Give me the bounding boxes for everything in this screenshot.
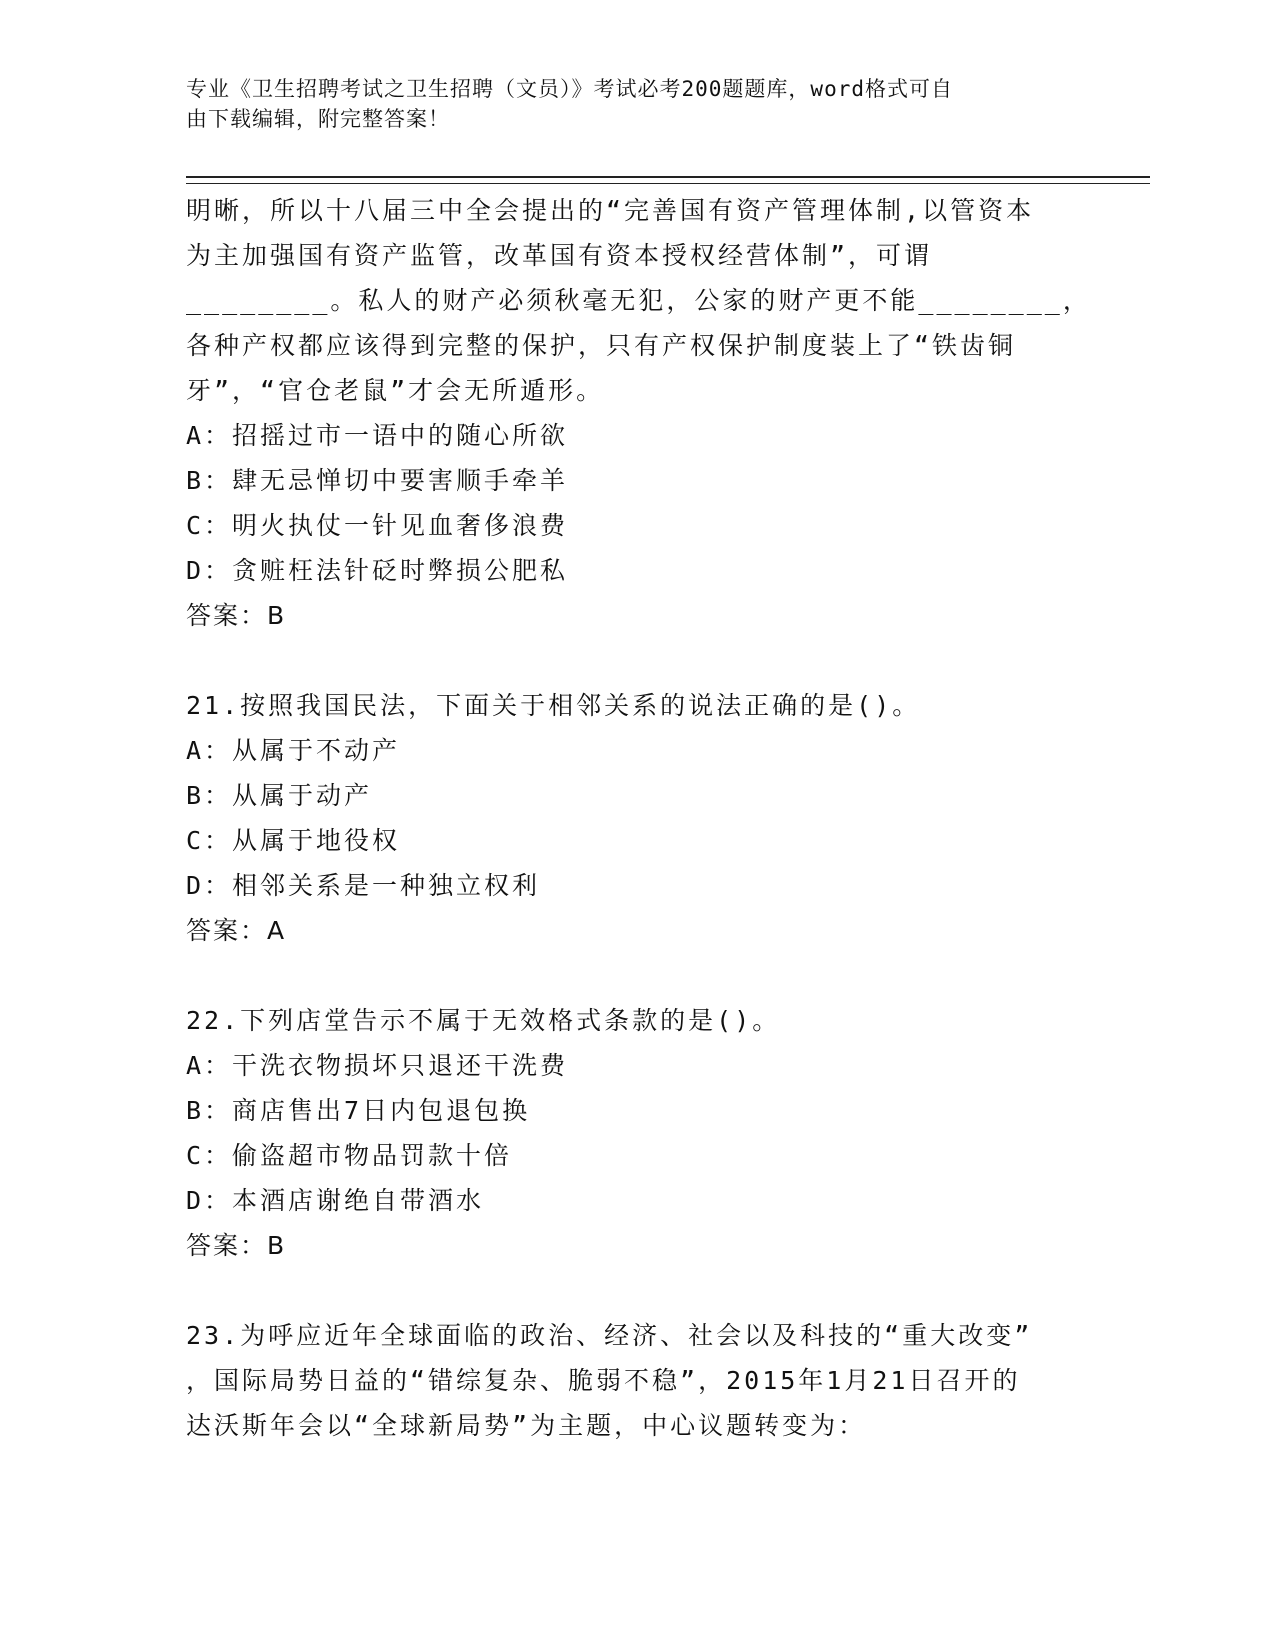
question-stem-line: 达沃斯年会以“全球新局势”为主题，中心议题转变为：: [186, 1411, 867, 1440]
option-a: A：干洗衣物损坏只退还干洗费: [186, 1051, 569, 1080]
answer-line: 答案：B: [186, 1231, 287, 1260]
option-a: A：招摇过市一语中的随心所欲: [186, 421, 569, 450]
spacer: [186, 638, 1086, 683]
document-header: [186, 74, 1086, 134]
option-d: D：相邻关系是一种独立权利: [186, 871, 541, 900]
spacer: [186, 953, 1086, 998]
question-content: [186, 188, 1091, 1448]
question-22: [186, 998, 1086, 1268]
question-23: [186, 1313, 1086, 1448]
question-stem-line: 23.为呼应近年全球面临的政治、经济、社会以及科技的“重大改变”: [186, 1321, 1033, 1350]
header-title-line-1: 专业《卫生招聘考试之卫生招聘（文员）》考试必考200题题库，word格式可自: [186, 77, 953, 101]
question-stem: 21.按照我国民法，下面关于相邻关系的说法正确的是()。: [186, 691, 921, 720]
answer-line: 答案：A: [186, 916, 287, 945]
question-stem-line: ________。私人的财产必须秋毫无犯，公家的财产更不能________，: [186, 286, 1091, 315]
spacer: [186, 1268, 1086, 1313]
option-b: B：肆无忌惮切中要害顺手牵羊: [186, 466, 569, 495]
option-b: B：商店售出7日内包退包换: [186, 1096, 531, 1125]
option-b: B：从属于动产: [186, 781, 373, 810]
question-stem: 22.下列店堂告示不属于无效格式条款的是()。: [186, 1006, 781, 1035]
question-20: [186, 188, 1091, 638]
option-c: C：明火执仗一针见血奢侈浪费: [186, 511, 569, 540]
option-c: C：偷盗超市物品罚款十倍: [186, 1141, 513, 1170]
question-stem-line: ，国际局势日益的“错综复杂、脆弱不稳”，2015年1月21日召开的: [186, 1366, 1021, 1395]
question-stem-line: 明晰，所以十八届三中全会提出的“完善国有资产管理体制,以管资本: [186, 196, 1035, 225]
question-stem-line: 为主加强国有资产监管，改革国有资本授权经营体制”，可谓: [186, 241, 933, 270]
option-c: C：从属于地役权: [186, 826, 401, 855]
question-stem-line: 各种产权都应该得到完整的保护，只有产权保护制度装上了“铁齿铜: [186, 331, 1017, 360]
answer-line: 答案：B: [186, 601, 287, 630]
option-d: D：贪赃枉法针砭时弊损公肥私: [186, 556, 569, 585]
header-title-line-2: 由下载编辑，附完整答案！: [186, 107, 450, 131]
header-divider: [186, 176, 1150, 184]
question-21: [186, 683, 1086, 953]
question-stem-line: 牙”，“官仓老鼠”才会无所遁形。: [186, 376, 605, 405]
option-a: A：从属于不动产: [186, 736, 401, 765]
option-d: D：本酒店谢绝自带酒水: [186, 1186, 485, 1215]
